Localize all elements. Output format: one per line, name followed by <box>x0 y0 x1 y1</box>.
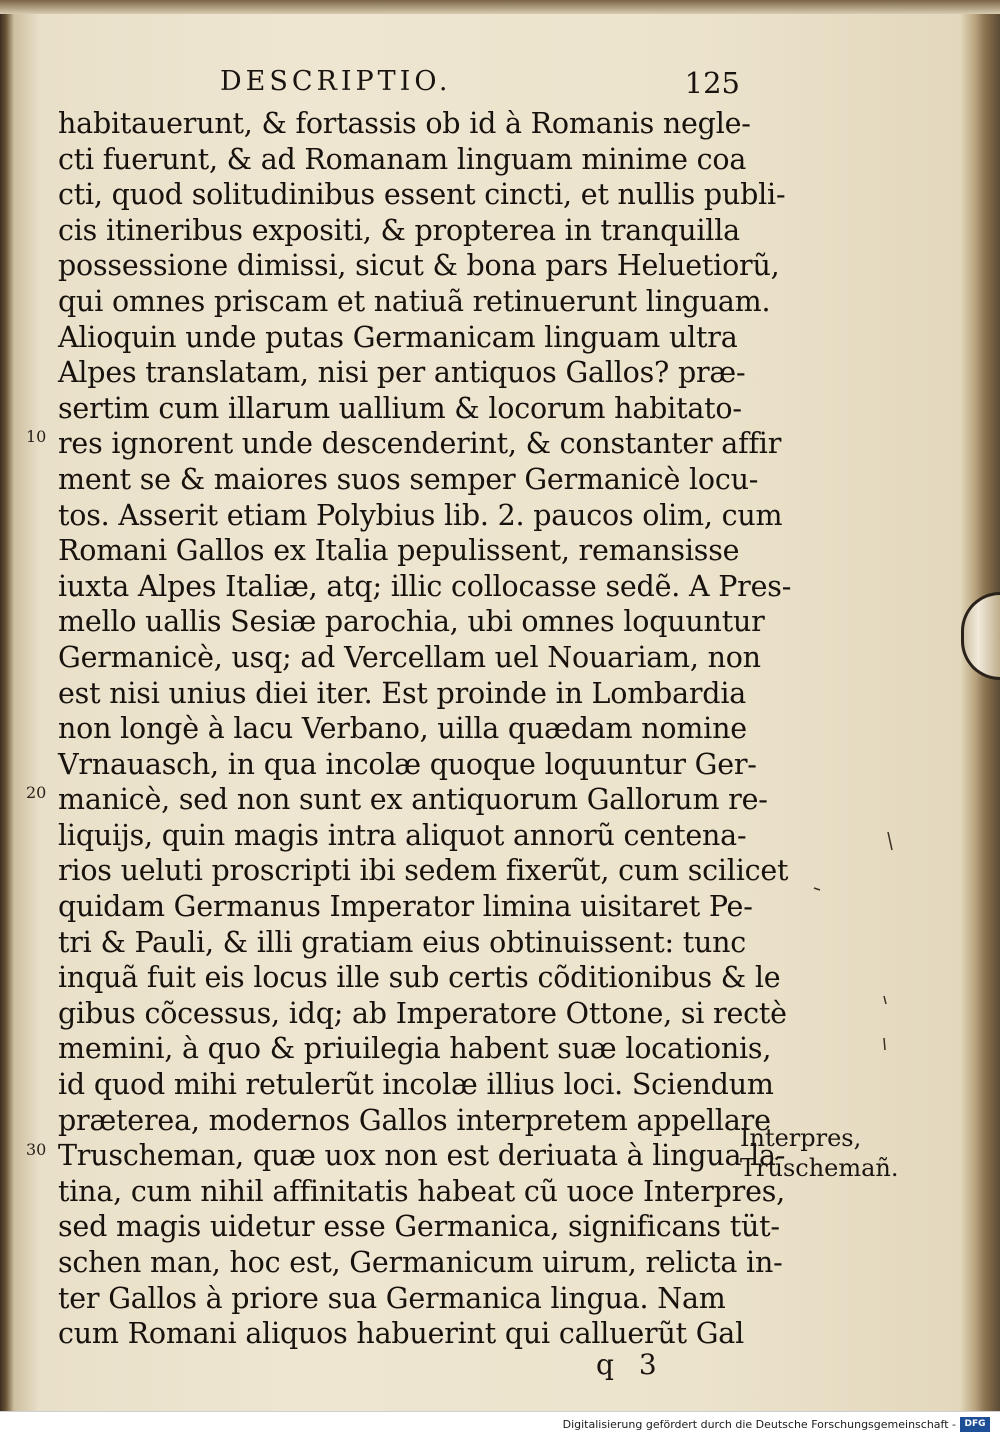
text-line: cti, quod solitudinibus essent cincti, et nullis publi- <box>58 178 786 212</box>
text-line: cti fuerunt, & ad Romanam linguam minime coa <box>58 142 747 176</box>
text-line: est nisi unius diei iter. Est proinde in Lombardia <box>58 676 747 710</box>
text-line: inquã fuit eis locus ille sub certis cõditionibus & le <box>58 961 781 995</box>
text-line: qui omnes priscam et natiuã retinuerunt linguam. <box>58 284 771 318</box>
text-line: cis itineribus expositi, & propterea in tranquilla <box>58 213 740 247</box>
line-number-30: 30 <box>26 1140 47 1159</box>
page-number: 125 <box>684 66 740 100</box>
text-line: non longè à lacu Verbano, uilla quædam nomine <box>58 712 747 746</box>
text-line: tina, cum nihil affinitatis habeat cũ uoce Interpres, <box>58 1174 786 1208</box>
line-number-10: 10 <box>26 427 47 446</box>
text-line: liquijs, quin magis intra aliquot annorũ centena- <box>58 818 747 852</box>
text-line: res ignorent unde descenderint, & constanter affir <box>58 427 782 461</box>
text-line: quidam Germanus Imperator limina uisitaret Pe- <box>58 890 753 924</box>
text-line: schen man, hoc est, Germanicum uirum, relicta in- <box>58 1246 783 1279</box>
margin-note-line-1: Interpres, <box>740 1124 862 1152</box>
text-line: sed magis uidetur esse Germanica, significans tüt- <box>58 1210 780 1244</box>
text-line: tos. Asserit etiam Polybius lib. 2. paucos olim, cum <box>58 498 783 532</box>
margin-note-line-2: Trüschemañ. <box>740 1154 899 1182</box>
text-line: ter Gallos à priore sua Germanica lingua. Nam <box>58 1281 726 1315</box>
text-line: tri & Pauli, & illi gratiam eius obtinuissent: tunc <box>58 925 747 959</box>
footer-bar <box>0 1411 1000 1438</box>
text-line: rios ueluti proscripti ibi sedem fixerũt, cum scilicet <box>58 854 789 888</box>
text-line: mello uallis Sesiæ parochia, ubi omnes loquuntur <box>58 605 765 639</box>
text-line: Romani Gallos ex Italia pepulissent, remansisse <box>58 534 740 568</box>
footer-credit: Digitalisierung gefördert durch die Deutsche Forschungsgemeinschaft - <box>562 1418 956 1431</box>
text-line: Truscheman, quæ uox non est deriuata à lingua la- <box>58 1139 786 1173</box>
text-line: gibus cõcessus, idq; ab Imperatore Ottone, si rectè <box>58 996 787 1030</box>
text-line: sertim cum illarum uallium & locorum habitato- <box>58 391 742 425</box>
signature-mark: q 3 <box>596 1348 665 1381</box>
running-head: DESCRIPTIO. <box>220 66 452 97</box>
text-line: ment se & maiores suos semper Germanicè locu- <box>58 462 759 496</box>
text-line: manicè, sed non sunt ex antiquorum Gallorum re- <box>58 783 768 817</box>
dfg-logo-icon: DFG <box>960 1417 990 1432</box>
text-line: iuxta Alpes Italiæ, atq; illic collocasse sedẽ. A Pres- <box>58 569 792 603</box>
text-line: Germanicè, usq; ad Vercellam uel Nouariam, non <box>58 640 761 674</box>
text-line: Vrnauasch, in qua incolæ quoque loquuntur Ger- <box>58 747 757 781</box>
line-number-20: 20 <box>26 783 47 802</box>
text-line: cum Romani aliquos habuerint qui calluerũt Gal <box>58 1317 744 1351</box>
text-line: Alioquin unde putas Germanicam linguam ultra <box>58 320 738 354</box>
text-line: id quod mihi retulerũt incolæ illius loci. Sciendum <box>58 1068 774 1102</box>
text-line: præterea, modernos Gallos interpretem appellare <box>58 1103 771 1137</box>
text-line: habitauerunt, & fortassis ob id à Romanis negle- <box>58 107 751 140</box>
text-line: memini, à quo & priuilegia habent suæ locationis, <box>58 1032 772 1066</box>
text-line: Alpes translatam, nisi per antiquos Gallos? præ- <box>58 356 746 390</box>
text-line: possessione dimissi, sicut & bona pars Heluetiorũ, <box>58 249 780 283</box>
